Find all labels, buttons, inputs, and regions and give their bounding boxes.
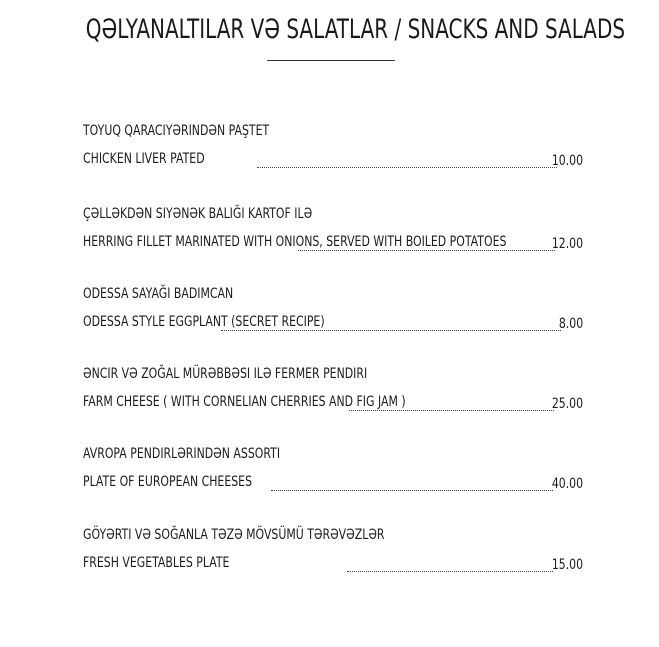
item-price: 25.00 [551,396,583,412]
menu-item [83,283,583,333]
item-name-az: TOYUQ QARACIYƏRINDƏN PAŞTET [83,123,270,139]
menu-item [83,363,583,413]
item-name-en: FARM CHEESE ( WITH CORNELIAN CHERRIES AND FIG JAM ) [83,394,406,410]
item-name-az: ODESSA SAYAĞI BADIMCAN [83,286,234,302]
menu-item [83,203,583,253]
item-name-az: ƏNCIR VƏ ZOĞAL MÜRƏBBƏSI ILƏ FERMER PENDIRI [83,366,368,382]
dotted-leader [257,167,557,168]
item-name-en: PLATE OF EUROPEAN CHEESES [83,474,253,490]
item-name-en: FRESH VEGETABLES PLATE [83,555,230,571]
menu-item [83,120,583,170]
item-price: 15.00 [551,557,583,573]
item-name-az: AVROPA PENDIRLƏRINDƏN ASSORTI [83,446,281,462]
item-name-az: GÖYƏRTI VƏ SOĞANLA TƏZƏ MÖVSÜMÜ TƏRƏVƏZLƏR [83,527,385,543]
dotted-leader [271,490,553,491]
menu-item [83,524,583,574]
item-price: 40.00 [551,476,583,492]
item-price: 12.00 [551,236,583,252]
menu-item [83,443,583,493]
item-name-en: CHICKEN LIVER PATED [83,151,205,167]
menu-title: QƏLYANALTILAR VƏ SALATLAR / SNACKS AND SALADS [85,14,626,45]
item-name-az: ÇƏLLƏKDƏN SIYƏNƏK BALIĞI KARTOF ILƏ [83,206,313,222]
item-price: 8.00 [558,316,583,332]
dotted-leader [347,571,553,572]
title-underline [267,60,395,61]
item-name-en: ODESSA STYLE EGGPLANT (SECRET RECIPE) [83,314,325,330]
item-name-en: HERRING FILLET MARINATED WITH ONIONS, SERVED WITH BOILED POTATOES [83,234,507,250]
item-price: 10.00 [551,153,583,169]
